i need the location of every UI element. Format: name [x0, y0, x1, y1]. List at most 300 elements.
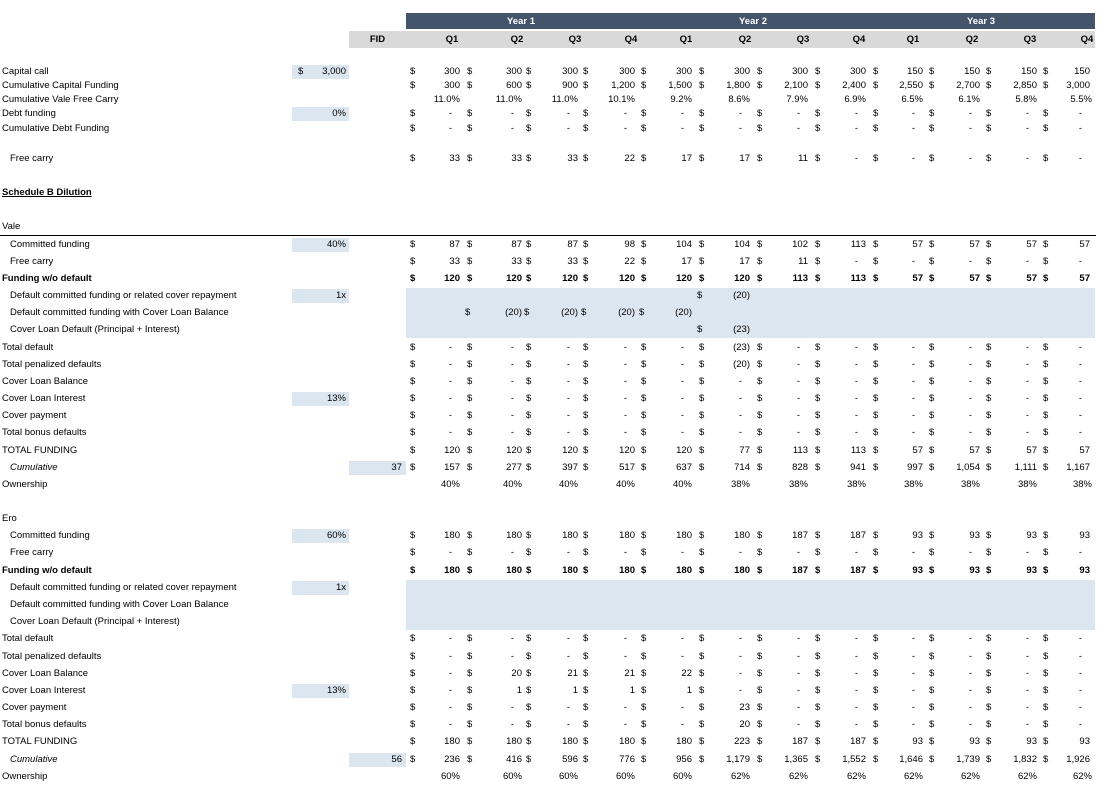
dollar-sign: $ [467, 427, 473, 438]
cell-value: 150 [964, 66, 980, 77]
dollar-sign: $ [699, 410, 705, 421]
cell-value: - [911, 651, 915, 662]
cell-value: 33 [567, 153, 578, 164]
cell-value: - [680, 410, 684, 421]
dollar-sign: $ [410, 754, 416, 765]
dollar-sign: $ [699, 547, 705, 558]
cell-value: - [448, 668, 452, 679]
cell-value: 180 [444, 530, 460, 541]
cell-value: 93 [969, 565, 980, 576]
cell-value: 104 [734, 239, 750, 250]
cell-value: - [738, 123, 742, 134]
dollar-sign: $ [583, 359, 589, 370]
dollar-sign: $ [581, 307, 587, 318]
dollar-sign: $ [697, 290, 703, 301]
cell-value: 180 [506, 565, 522, 576]
dollar-sign: $ [929, 462, 935, 473]
row-label: Total default [2, 342, 54, 353]
cell-value: 300 [850, 66, 866, 77]
cell-value: 1,365 [784, 754, 808, 765]
dollar-sign: $ [583, 633, 589, 644]
dollar-sign: $ [641, 427, 647, 438]
dollar-sign: $ [873, 547, 879, 558]
dollar-sign: $ [641, 410, 647, 421]
cell-value: - [448, 651, 452, 662]
cell-value: - [968, 342, 972, 353]
cell-value: 17 [681, 256, 692, 267]
fid-value: 13% [326, 393, 346, 404]
cell-value: 113 [792, 273, 808, 284]
dollar-sign: $ [1043, 273, 1049, 284]
dollar-sign: $ [410, 685, 416, 696]
dollar-sign: $ [467, 651, 473, 662]
dollar-sign: $ [641, 736, 647, 747]
dollar-sign: $ [1043, 565, 1049, 576]
cell-value: 1 [572, 685, 578, 696]
cell-value: 33 [449, 153, 460, 164]
dollar-sign: $ [929, 427, 935, 438]
cell-value: - [680, 702, 684, 713]
dollar-sign: $ [929, 736, 935, 747]
cell-value: 33 [511, 256, 522, 267]
cell-value: 113 [850, 239, 866, 250]
cell-value: 62% [846, 771, 866, 782]
dollar-sign: $ [467, 445, 473, 456]
cell-value: - [738, 685, 742, 696]
dollar-sign: $ [1043, 530, 1049, 541]
cell-value: 1,500 [668, 80, 692, 91]
dollar-sign: $ [526, 256, 532, 267]
cell-value: - [968, 668, 972, 679]
cell-value: - [738, 410, 742, 421]
cell-value: - [1078, 153, 1082, 164]
dollar-sign: $ [815, 342, 821, 353]
dollar-sign: $ [410, 530, 416, 541]
cell-value: - [1025, 633, 1029, 644]
cell-value: - [448, 376, 452, 387]
cell-value: 93 [969, 736, 980, 747]
cell-value: 180 [676, 530, 692, 541]
dollar-sign: $ [526, 565, 532, 576]
cell-value: 93 [912, 736, 923, 747]
dollar-sign: $ [873, 462, 879, 473]
cell-value: 150 [1021, 66, 1037, 77]
fid-value: 13% [326, 685, 346, 696]
cell-value: - [796, 410, 800, 421]
dollar-sign: $ [641, 256, 647, 267]
cell-value: - [566, 633, 570, 644]
cell-value: 38% [788, 479, 808, 490]
cell-value: - [448, 393, 452, 404]
dollar-sign: $ [583, 668, 589, 679]
dollar-sign: $ [410, 651, 416, 662]
dollar-sign: $ [873, 393, 879, 404]
dollar-sign: $ [641, 702, 647, 713]
cell-value: 180 [562, 565, 578, 576]
cell-value: 38% [903, 479, 923, 490]
cell-value: - [796, 376, 800, 387]
cell-value: 113 [850, 445, 866, 456]
dollar-sign: $ [1043, 736, 1049, 747]
dollar-sign: $ [757, 239, 763, 250]
cell-value: - [448, 547, 452, 558]
cell-value: - [510, 719, 514, 730]
year-header: Year 1 [507, 16, 535, 27]
dollar-sign: $ [583, 376, 589, 387]
cell-value: 120 [734, 273, 750, 284]
cell-value: - [448, 427, 452, 438]
dollar-sign: $ [757, 547, 763, 558]
cell-value: - [1078, 633, 1082, 644]
cell-value: 60% [440, 771, 460, 782]
cell-value: 57 [969, 273, 980, 284]
dollar-sign: $ [1043, 633, 1049, 644]
row-label: Free carry [10, 547, 54, 558]
dollar-sign: $ [929, 565, 935, 576]
cell-value: - [854, 359, 858, 370]
cell-value: - [623, 410, 627, 421]
cell-value: 187 [792, 736, 808, 747]
row-label: Cumulative Vale Free Carry [2, 94, 119, 105]
dollar-sign: $ [986, 153, 992, 164]
cell-value: - [680, 123, 684, 134]
dollar-sign: $ [986, 565, 992, 576]
cell-value: 187 [792, 530, 808, 541]
dollar-sign: $ [986, 239, 992, 250]
cell-value: - [623, 633, 627, 644]
dollar-sign: $ [641, 108, 647, 119]
dollar-sign: $ [986, 547, 992, 558]
dollar-sign: $ [873, 239, 879, 250]
cell-value: - [968, 108, 972, 119]
cell-value: 714 [734, 462, 750, 473]
dollar-sign: $ [641, 445, 647, 456]
dollar-sign: $ [699, 530, 705, 541]
dollar-sign: $ [467, 153, 473, 164]
cell-value: 77 [739, 445, 750, 456]
cell-value: - [448, 410, 452, 421]
dollar-sign: $ [929, 445, 935, 456]
cell-value: - [968, 651, 972, 662]
cell-value: 120 [562, 445, 578, 456]
dollar-sign: $ [986, 123, 992, 134]
dollar-sign: $ [526, 633, 532, 644]
dollar-sign: $ [526, 153, 532, 164]
cell-value: 2,850 [1013, 80, 1037, 91]
dollar-sign: $ [467, 719, 473, 730]
cell-value: - [510, 427, 514, 438]
cell-value: - [448, 123, 452, 134]
cell-value: 57 [1026, 239, 1037, 250]
row-label: Capital call [2, 66, 49, 77]
dollar-sign: $ [929, 719, 935, 730]
cell-value: - [1025, 376, 1029, 387]
cell-value: 180 [562, 736, 578, 747]
cell-value: - [796, 359, 800, 370]
dollar-sign: $ [699, 736, 705, 747]
cell-value: - [854, 342, 858, 353]
dollar-sign: $ [873, 736, 879, 747]
dollar-sign: $ [641, 462, 647, 473]
dollar-sign: $ [639, 307, 645, 318]
cell-value: 3,000 [1066, 80, 1090, 91]
dollar-sign: $ [757, 376, 763, 387]
cell-value: 120 [619, 445, 635, 456]
dollar-sign: $ [815, 393, 821, 404]
cell-value: - [911, 547, 915, 558]
cell-value: 120 [562, 273, 578, 284]
dollar-sign: $ [641, 342, 647, 353]
quarter-header: Q4 [1080, 34, 1094, 45]
cell-value: - [680, 393, 684, 404]
cell-value: 187 [850, 530, 866, 541]
cell-value: (23) [733, 342, 750, 353]
dollar-sign: $ [641, 754, 647, 765]
cell-value: 223 [734, 736, 750, 747]
dollar-sign: $ [757, 359, 763, 370]
dollar-sign: $ [873, 530, 879, 541]
dollar-sign: $ [410, 410, 416, 421]
row-label: Total penalized defaults [2, 359, 102, 370]
cell-value: - [796, 342, 800, 353]
dollar-sign: $ [815, 651, 821, 662]
cell-value: - [510, 376, 514, 387]
dollar-sign: $ [757, 445, 763, 456]
cell-value: 150 [907, 66, 923, 77]
cell-value: - [566, 393, 570, 404]
cell-value: 300 [734, 66, 750, 77]
cell-value: - [1025, 719, 1029, 730]
row-label: Default committed funding with Cover Loan Balance [10, 599, 229, 610]
row-label: Default committed funding or related cover repayment [10, 290, 237, 301]
quarter-header: Q2 [738, 34, 752, 45]
dollar-sign: $ [641, 66, 647, 77]
cell-value: 5.8% [1015, 94, 1037, 105]
dollar-sign: $ [757, 754, 763, 765]
dollar-sign: $ [467, 685, 473, 696]
row-label: Cover Loan Balance [2, 668, 89, 679]
dollar-sign: $ [410, 80, 416, 91]
row-label: Cumulative Capital Funding [2, 80, 119, 91]
dollar-sign: $ [1043, 668, 1049, 679]
dollar-sign: $ [699, 80, 705, 91]
cell-value: - [566, 651, 570, 662]
cell-value: - [1078, 651, 1082, 662]
quarter-header: Q1 [906, 34, 920, 45]
dollar-sign: $ [986, 376, 992, 387]
cell-value: 6.9% [844, 94, 866, 105]
dollar-sign: $ [699, 633, 705, 644]
cell-value: - [566, 108, 570, 119]
cell-value: - [968, 359, 972, 370]
cell-value: 776 [619, 754, 635, 765]
cell-value: 300 [676, 66, 692, 77]
dollar-sign: $ [641, 273, 647, 284]
dollar-sign: $ [583, 462, 589, 473]
dollar-sign: $ [929, 547, 935, 558]
cell-value: - [738, 547, 742, 558]
dollar-sign: $ [583, 754, 589, 765]
cell-value: 17 [681, 153, 692, 164]
cell-value: - [680, 342, 684, 353]
cell-value: 11.0% [551, 94, 578, 105]
fid-dollar: $ [298, 66, 304, 77]
cell-value: - [510, 123, 514, 134]
dollar-sign: $ [929, 702, 935, 713]
cell-value: - [448, 633, 452, 644]
cell-value: 1,054 [956, 462, 980, 473]
cell-value: - [796, 393, 800, 404]
cell-value: 180 [444, 736, 460, 747]
cell-value: 38% [730, 479, 750, 490]
dollar-sign: $ [583, 80, 589, 91]
row-label: Cumulative [10, 754, 58, 765]
cell-value: - [623, 651, 627, 662]
cell-value: 180 [562, 530, 578, 541]
dollar-sign: $ [929, 359, 935, 370]
dollar-sign: $ [757, 410, 763, 421]
cell-value: 57 [1026, 273, 1037, 284]
dollar-sign: $ [526, 342, 532, 353]
cell-value: - [911, 410, 915, 421]
cell-value: 596 [562, 754, 578, 765]
cell-value: 40% [558, 479, 578, 490]
row-label: Cover payment [2, 702, 67, 713]
dollar-sign: $ [583, 719, 589, 730]
cell-value: - [854, 393, 858, 404]
cell-value: - [510, 702, 514, 713]
dollar-sign: $ [524, 307, 530, 318]
dollar-sign: $ [986, 410, 992, 421]
cell-value: - [1025, 256, 1029, 267]
dollar-sign: $ [410, 256, 416, 267]
cell-value: 7.9% [786, 94, 808, 105]
cell-value: 600 [506, 80, 522, 91]
cell-value: 180 [676, 565, 692, 576]
dollar-sign: $ [815, 668, 821, 679]
cell-value: - [968, 427, 972, 438]
cell-value: 57 [912, 445, 923, 456]
dollar-sign: $ [583, 565, 589, 576]
cell-value: - [854, 123, 858, 134]
dollar-sign: $ [526, 685, 532, 696]
dollar-sign: $ [467, 736, 473, 747]
cell-value: 187 [850, 736, 866, 747]
cell-value: - [854, 685, 858, 696]
cell-value: - [623, 123, 627, 134]
cell-value: - [510, 633, 514, 644]
cell-value: - [623, 393, 627, 404]
cell-value: - [1078, 342, 1082, 353]
dollar-sign: $ [641, 633, 647, 644]
cell-value: 1,926 [1066, 754, 1090, 765]
cell-value: 8.6% [728, 94, 750, 105]
cell-value: 150 [1074, 66, 1090, 77]
row-label: Committed funding [10, 239, 90, 250]
cell-value: - [968, 153, 972, 164]
row-label: Cover Loan Interest [2, 685, 86, 696]
dollar-sign: $ [986, 359, 992, 370]
cell-value: - [911, 427, 915, 438]
cell-value: 120 [619, 273, 635, 284]
dollar-sign: $ [986, 80, 992, 91]
cell-value: 1,800 [726, 80, 750, 91]
dollar-sign: $ [873, 273, 879, 284]
dollar-sign: $ [757, 719, 763, 730]
dollar-sign: $ [583, 427, 589, 438]
dollar-sign: $ [526, 376, 532, 387]
cell-value: 62% [730, 771, 750, 782]
cell-value: - [623, 427, 627, 438]
dollar-sign: $ [929, 393, 935, 404]
cell-value: - [623, 719, 627, 730]
dollar-sign: $ [757, 462, 763, 473]
row-label: Cumulative Debt Funding [2, 123, 110, 134]
dollar-sign: $ [757, 565, 763, 576]
dollar-sign: $ [526, 547, 532, 558]
dollar-sign: $ [815, 239, 821, 250]
cell-value: 93 [969, 530, 980, 541]
dollar-sign: $ [815, 123, 821, 134]
cell-value: 187 [792, 565, 808, 576]
cell-value: 1 [516, 685, 522, 696]
cell-value: (20) [733, 290, 750, 301]
row-label: Committed funding [10, 530, 90, 541]
dollar-sign: $ [641, 393, 647, 404]
cell-value: 157 [444, 462, 460, 473]
cell-value: 180 [506, 530, 522, 541]
dollar-sign: $ [929, 256, 935, 267]
cell-value: 5.5% [1070, 94, 1092, 105]
cell-value: - [566, 376, 570, 387]
dollar-sign: $ [467, 754, 473, 765]
cell-value: - [680, 651, 684, 662]
dollar-sign: $ [699, 108, 705, 119]
section-divider [0, 235, 1096, 236]
dollar-sign: $ [699, 376, 705, 387]
dollar-sign: $ [986, 427, 992, 438]
cell-value: 120 [676, 445, 692, 456]
cell-value: 93 [1026, 565, 1037, 576]
dollar-sign: $ [641, 80, 647, 91]
dollar-sign: $ [467, 668, 473, 679]
cell-value: - [1025, 685, 1029, 696]
cell-value: 2,400 [842, 80, 866, 91]
dollar-sign: $ [583, 239, 589, 250]
row-label: TOTAL FUNDING [2, 736, 78, 747]
cell-value: 120 [506, 445, 522, 456]
dollar-sign: $ [526, 719, 532, 730]
row-label: Funding w/o default [2, 273, 92, 284]
dollar-sign: $ [641, 376, 647, 387]
dollar-sign: $ [699, 565, 705, 576]
dollar-sign: $ [410, 376, 416, 387]
dollar-sign: $ [467, 80, 473, 91]
cell-value: - [854, 651, 858, 662]
cell-value: 828 [792, 462, 808, 473]
cell-value: 21 [567, 668, 578, 679]
cell-value: - [510, 108, 514, 119]
dollar-sign: $ [1043, 239, 1049, 250]
cell-value: 10.1% [608, 94, 635, 105]
dollar-sign: $ [583, 547, 589, 558]
dollar-sign: $ [641, 565, 647, 576]
dollar-sign: $ [815, 108, 821, 119]
dollar-sign: $ [929, 530, 935, 541]
cell-value: 33 [511, 153, 522, 164]
dollar-sign: $ [641, 685, 647, 696]
cell-value: 57 [1079, 273, 1090, 284]
